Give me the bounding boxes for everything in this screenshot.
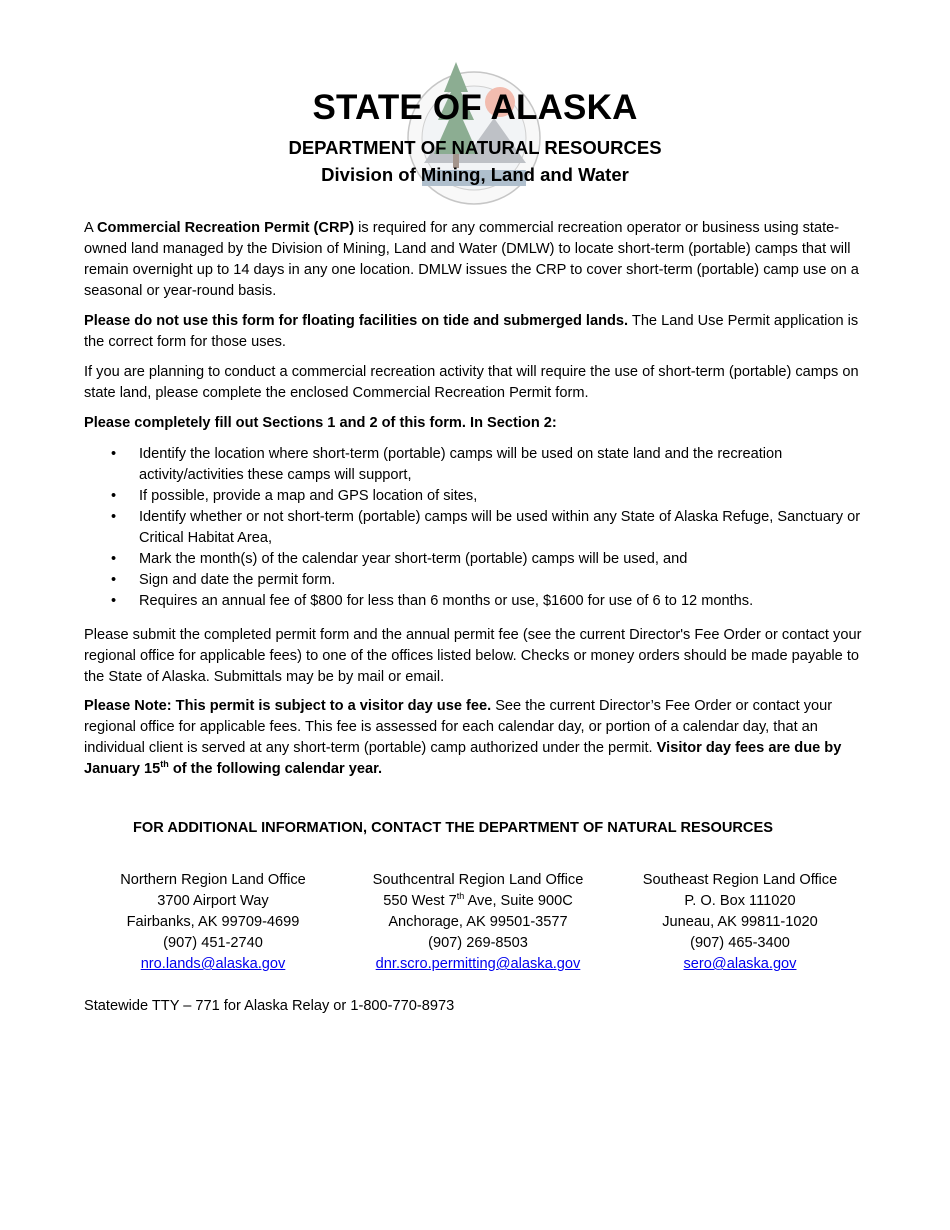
list-item: • Mark the month(s) of the calendar year short-term (portable) camps will be used, and [111, 551, 688, 567]
email-link-southcentral[interactable]: dnr.scro.permitting@alaska.gov [375, 956, 581, 972]
list-item: • Identify the location where short-term (portable) camps will be used on state land and the recreation activity/activities these camps will support, [111, 446, 783, 483]
sections-instruction: Please completely fill out Sections 1 and 2 of this form. In Section 2: [84, 415, 557, 431]
planning-paragraph: If you are planning to conduct a commercial recreation activity that will require the use of short-term (portable) camps on state land, please complete the enclosed Commercial Recreation Permit form. [84, 364, 859, 401]
submit-paragraph: Please submit the completed permit form and the annual permit fee (see the current Director's Fee Order or contact your regional office for applicable fees) to one of the offices listed below. Checks or money orders should be made payable to the State of Alaska. Submittals may be by mail or email. [84, 627, 862, 685]
office-northern: Northern Region Land Office 3700 Airport Way Fairbanks, AK 99709-4699 (907) 451-2740 nro.lands@alaska.gov [120, 872, 306, 972]
list-item: • Sign and date the permit form. [111, 572, 336, 588]
section2-bullet-list [84, 444, 874, 612]
floating-facilities-paragraph: Please do not use this form for floating facilities on tide and submerged lands. The Land Use Permit application is the correct form for those uses. [84, 313, 859, 350]
intro-paragraph: A Commercial Recreation Permit (CRP) is required for any commercial recreation operator or business using state-owned land managed by the Division of Mining, Land and Water (DMLW) to locate short-term (portable) camps that will remain overnight up to 14 days in any one location. DMLW issues the CRP to cover short-term (portable) camp use on a seasonal or year-round basis. [84, 220, 859, 299]
office-southeast: Southeast Region Land Office P. O. Box 111020 Juneau, AK 99811-1020 (907) 465-3400 sero@alaska.gov [642, 872, 838, 972]
email-link-southeast[interactable]: sero@alaska.gov [683, 956, 797, 972]
visitor-fee-paragraph: Please Note: This permit is subject to a visitor day use fee. See the current Director’s Fee Order or contact your regional office for applicable fees. This fee is assessed for each calendar day, or portion of a calendar day, that an individual client is served at any short-term (portable) camp authorized under the permit. Visitor day fees are due by January 15th of the following calendar year. [84, 698, 842, 777]
office-southcentral: Southcentral Region Land Office 550 West 7th Ave, Suite 900C Anchorage, AK 99501-3577 (907) 269-8503 dnr.scro.permitting@alaska.gov [372, 872, 584, 972]
email-link-northern[interactable]: nro.lands@alaska.gov [140, 956, 286, 972]
statewide-tty: Statewide TTY – 771 for Alaska Relay or 1-800-770-8973 [84, 998, 455, 1014]
division-heading: Division of Mining, Land and Water [321, 164, 629, 185]
department-heading: DEPARTMENT OF NATURAL RESOURCES [288, 137, 662, 158]
contact-heading: FOR ADDITIONAL INFORMATION, CONTACT THE DEPARTMENT OF NATURAL RESOURCES [133, 820, 773, 836]
list-item: • Requires an annual fee of $800 for less than 6 months or use, $1600 for use of 6 to 12 months. [111, 593, 754, 609]
list-item: • Identify whether or not short-term (portable) camps will be used within any State of Alaska Refuge, Sanctuary or Critical Habitat Area, [111, 509, 861, 546]
list-item: • If possible, provide a map and GPS location of sites, [111, 488, 478, 504]
page-title: STATE OF ALASKA [312, 88, 638, 127]
